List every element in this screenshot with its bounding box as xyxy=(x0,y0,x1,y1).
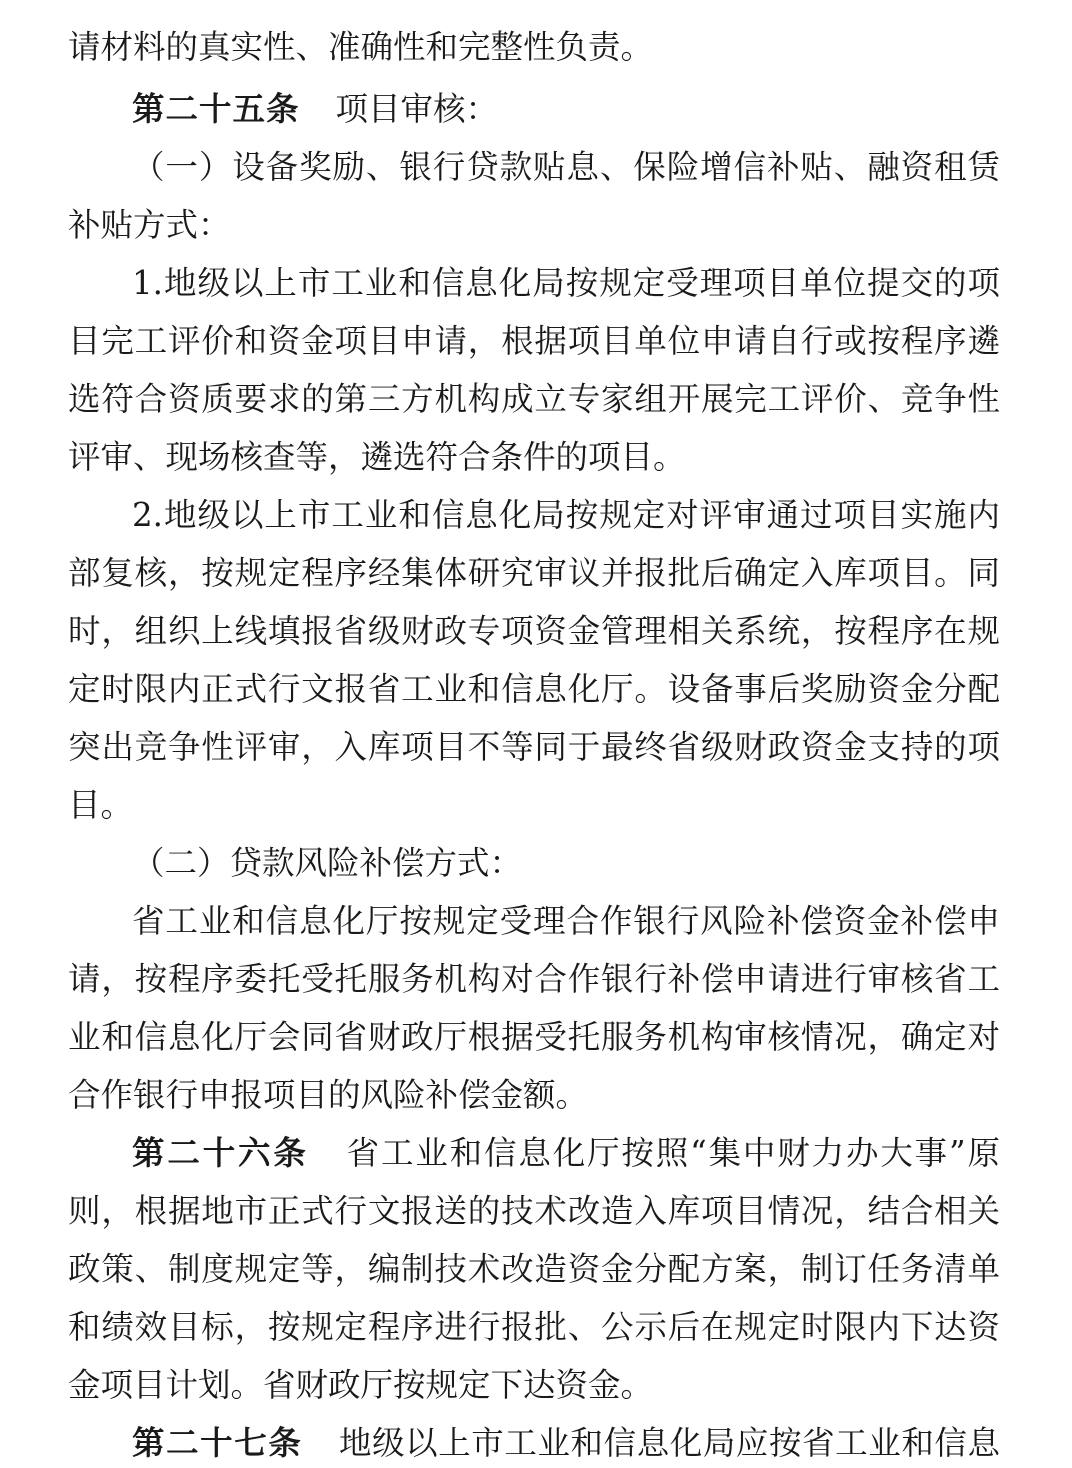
article-26-text: 省工业和信息化厅按照“集中财力办大事”原 xyxy=(344,1134,1000,1172)
text-line: 目。 xyxy=(68,786,134,824)
text-line: 请，按程序委托受托服务机构对合作银行补偿申请进行审核省工 xyxy=(68,960,1000,998)
text-line: 评审、现场核查等，遴选符合条件的项目。 xyxy=(68,438,686,476)
text-line: 选符合资质要求的第三方机构成立专家组开展完工评价、竞争性 xyxy=(68,380,1000,418)
text-line: 定时限内正式行文报省工业和信息化厅。设备事后奖励资金分配 xyxy=(68,670,1000,708)
text-line: （二）贷款风险补偿方式： xyxy=(132,844,523,882)
text-line: 目完工评价和资金项目申请，根据项目单位申请自行或按程序遴 xyxy=(68,322,1000,360)
text-line: 政策、制度规定等，编制技术改造资金分配方案，制订任务清单 xyxy=(68,1250,1000,1288)
text-line: 1.地级以上市工业和信息化局按规定受理项目单位提交的项 xyxy=(132,264,1000,302)
article-26-label: 第二十六条 xyxy=(132,1134,309,1172)
text-line: 请材料的真实性、准确性和完整性负责。 xyxy=(68,28,654,66)
text-line: 2.地级以上市工业和信息化局按规定对评审通过项目实施内 xyxy=(132,496,1000,534)
text-line: 金项目计划。省财政厅按规定下达资金。 xyxy=(68,1366,654,1404)
text-line: 合作银行申报项目的风险补偿金额。 xyxy=(68,1076,589,1114)
text-line: （一）设备奖励、银行贷款贴息、保险增信补贴、融资租赁 xyxy=(132,148,1000,186)
text-line: 和绩效目标，按规定程序进行报批、公示后在规定时限内下达资 xyxy=(68,1308,1000,1346)
article-25-heading xyxy=(132,84,1000,134)
article-25-title: 项目审核： xyxy=(335,90,499,128)
article-27-label: 第二十七条 xyxy=(132,1424,303,1462)
text-line: 补贴方式： xyxy=(68,206,231,244)
article-27-text: 地级以上市工业和信息化局应按省工业和信息 xyxy=(338,1424,1000,1462)
text-line: 部复核，按规定程序经集体研究审议并报批后确定入库项目。同 xyxy=(68,554,1000,592)
text-line: 突出竞争性评审，入库项目不等同于最终省级财政资金支持的项 xyxy=(68,728,1000,766)
article-25-label: 第二十五条 xyxy=(132,90,300,128)
text-line: 则，根据地市正式行文报送的技术改造入库项目情况，结合相关 xyxy=(68,1192,1000,1230)
article-27-first-line xyxy=(132,1418,1000,1468)
text-line: 时，组织上线填报省级财政专项资金管理相关系统，按程序在规 xyxy=(68,612,1000,650)
article-26-first-line xyxy=(132,1128,1000,1178)
text-line: 业和信息化厅会同省财政厅根据受托服务机构审核情况，确定对 xyxy=(68,1018,1000,1056)
text-line: 省工业和信息化厅按规定受理合作银行风险补偿资金补偿申 xyxy=(132,902,1000,940)
